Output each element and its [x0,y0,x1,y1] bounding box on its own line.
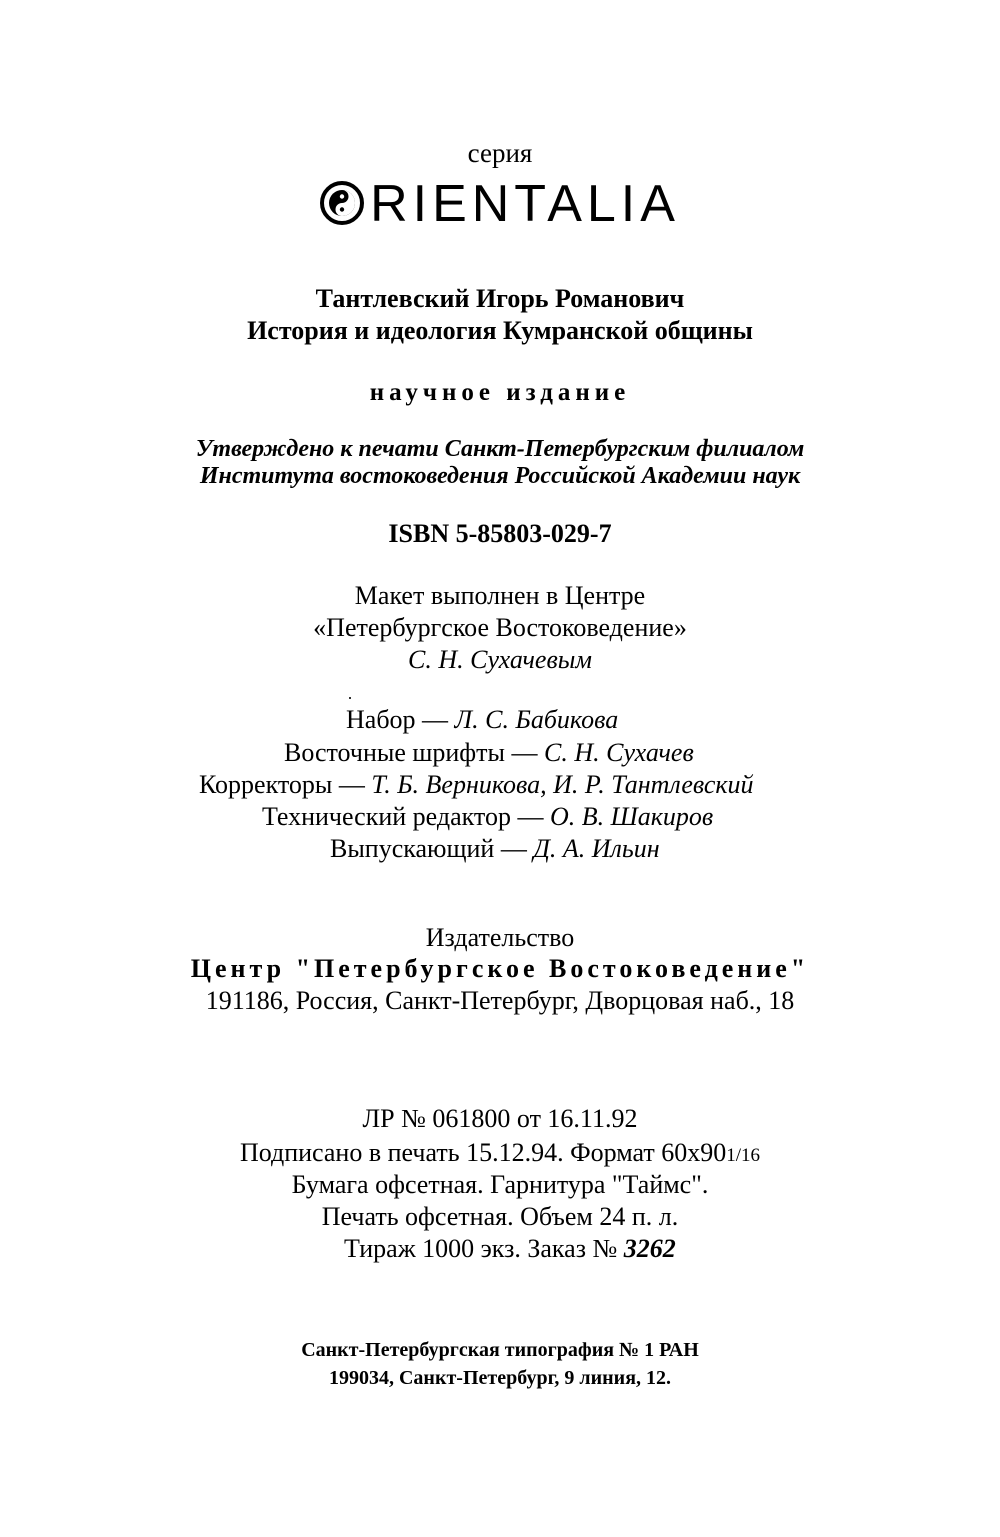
layout-line-2: «Петербургское Востоковедение» [313,613,687,642]
series-label: серия [467,138,533,168]
credit-technical-editor [262,804,713,830]
approval-line-1: Утверждено к печати Санкт-Петербургским филиалом [195,436,805,462]
book-author: Тантлевский Игорь Романович [315,284,685,313]
publisher-address: 191186, Россия, Санкт-Петербург, Дворцовая наб., 18 [205,986,795,1015]
credit-proofreaders [199,772,754,798]
print-run [344,1236,676,1262]
publisher-name: Центр "Петербургское Востоковедение" [190,954,810,983]
edition-type: научное издание [369,379,631,406]
layout-author: С. Н. Сухачевым [408,645,592,674]
credit-role: Выпускающий — [330,834,534,863]
print-volume: Печать офсетная. Объем 24 п. л. [321,1202,679,1231]
credit-person: С. Н. Сухачев [544,738,694,767]
print-run-text: Тираж 1000 экз. Заказ № [344,1234,624,1263]
isbn: ISBN 5-85803-029-7 [388,519,612,548]
credit-person: Д. А. Ильин [533,834,660,863]
print-speck [349,697,351,699]
order-number: 3262 [623,1234,676,1263]
credit-person: Т. Б. Верникова, И. Р. Тантлевский [371,770,754,799]
credit-role: Корректоры — [199,770,372,799]
printing-house-name: Санкт-Петербургская типография № 1 РАН [301,1339,699,1361]
credit-person: Л. С. Бабикова [454,705,619,734]
approval-line-2: Института востоковедения Российской Академии наук [199,463,801,489]
credit-oriental-fonts [284,740,694,766]
series-name: RIENTALIA [370,175,680,233]
format-fraction: 1/16 [726,1145,761,1166]
credit-person: О. В. Шакиров [549,802,714,831]
credit-release-editor [330,836,660,862]
series-title [0,175,1000,234]
signed-text: Подписано в печать 15.12.94. Формат 60х90 [239,1138,727,1167]
credit-role: Восточные шрифты — [284,738,544,767]
layout-line-1: Макет выполнен в Центре [354,581,646,610]
credit-role: Технический редактор — [262,802,550,831]
book-title: История и идеология Кумранской общины [247,316,753,345]
credit-role: Набор — [346,705,455,734]
credit-typesetting [346,707,618,733]
publisher-label: Издательство [425,923,575,952]
paper-typeface: Бумага офсетная. Гарнитура "Таймс". [291,1170,709,1199]
license-number: ЛР № 061800 от 16.11.92 [362,1104,638,1133]
yin-yang-o-icon [320,181,364,234]
signed-to-print [0,1140,1000,1166]
printing-house-address: 199034, Санкт-Петербург, 9 линия, 12. [328,1367,672,1389]
